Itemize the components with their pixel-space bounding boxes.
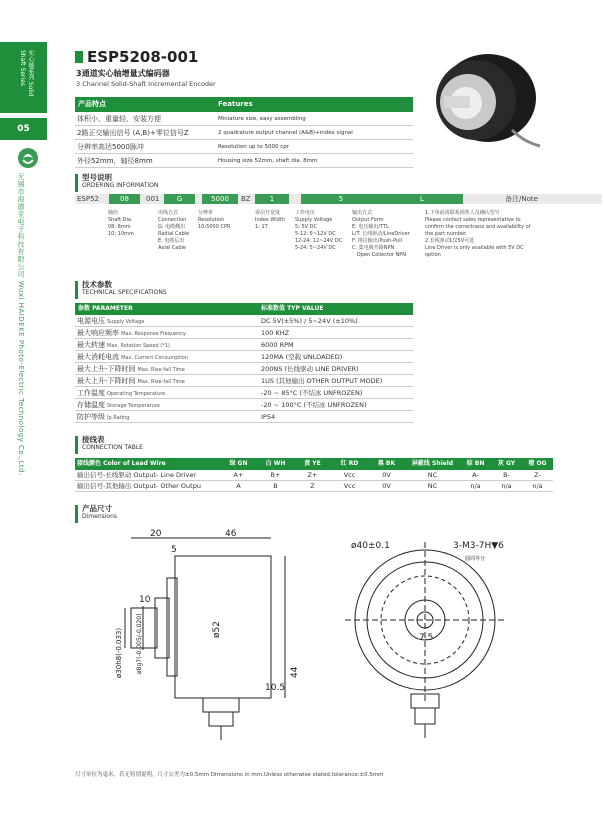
dim-7-5: 7.5	[419, 633, 434, 643]
desc-resolution: 分辨率 Resolution 10-5000 CPR	[198, 210, 231, 230]
subtitle-en: 3 Channel Solid-Shaft Incremental Encoder	[76, 80, 216, 88]
conn-cell: 输出信号-长线驱动 Output- Line Driver	[77, 471, 197, 479]
conn-head: 绿 GN	[229, 460, 248, 467]
page-number: 05	[0, 118, 47, 140]
spec-cn: 防护等级	[77, 413, 105, 421]
spec-value: 200NS (长线驱动 LINE DRIVER)	[261, 365, 359, 373]
dims-title: 产品尺寸	[82, 504, 112, 513]
dim-thread: 3-M3-7H▼6	[453, 541, 504, 551]
series-label: 实心轴系列 Solid Shaft Series	[19, 50, 34, 97]
code-shaft: 08	[109, 194, 140, 204]
spec-row	[75, 351, 413, 363]
spec-value: DC 5V(±5%) / 5~24V (±10%)	[261, 317, 358, 325]
side-strip	[0, 0, 47, 825]
spec-en: Max. Response Frequency	[121, 331, 186, 337]
dimension-drawing	[95, 528, 555, 748]
spec-row	[75, 315, 413, 327]
conn-cell: B+	[270, 471, 281, 479]
code-variant: 001	[146, 195, 160, 203]
spec-row	[75, 399, 413, 411]
connection-table	[75, 458, 553, 492]
spec-value: -20 ~ 100°C (不结冰 UNFROZEN)	[261, 401, 367, 409]
specs-subtitle: TECHNICAL SPECIFICATIONS	[82, 289, 167, 296]
conn-cell: NC	[427, 482, 438, 490]
conn-cell: Vcc	[343, 471, 356, 479]
code-connection: G	[164, 194, 195, 204]
features-head-en: Features	[218, 100, 253, 108]
dim-44: 44	[290, 666, 300, 678]
conn-row	[75, 481, 553, 492]
desc-shaft: 轴径 Shaft Dia. 08: 8mm 10: 10mm	[108, 210, 134, 237]
spec-en: Max. Rise-fall Time	[137, 379, 185, 385]
code-voltage: 5	[301, 194, 381, 204]
conn-head: 屏蔽线 Shield	[411, 460, 454, 467]
specs-head-param: 参数 PARAMETER	[78, 305, 133, 312]
conn-head: 棕 BN	[466, 460, 485, 467]
conn-cell: Z+	[307, 471, 318, 479]
feature-cn: 体积小、重量轻、安装方便	[77, 115, 161, 123]
spec-row	[75, 363, 413, 375]
code-index: BZ	[241, 195, 251, 203]
page-title: ESP5208-001	[87, 48, 199, 66]
spec-value: 1US (其他输出 OTHER OUTPUT MODE)	[261, 377, 383, 385]
dim-equal-spacing: 圆周等分	[465, 556, 486, 562]
features-table	[75, 97, 413, 168]
feature-row	[75, 154, 413, 168]
spec-cn: 最大上升-下降时间	[77, 377, 136, 385]
feature-row	[75, 112, 413, 126]
conn-cell: A-	[472, 471, 479, 479]
features-head-cn: 产品特点	[78, 100, 106, 108]
desc-note: 1.下单前请联系销售人员确认型号 Please contact sales representative to confirm the correctness and availability of the part number. 2.长线驱动L仅5V可选 Line Driver is only available with 5V DC option	[425, 210, 531, 258]
conn-cell: n/a	[532, 482, 543, 490]
feature-en: Resolution up to 5000 cpr	[218, 144, 290, 150]
desc-connection: 出线方式 Connection G: 电缆侧出 Radial Cable E: 电缆后出 Axial Cable	[158, 210, 190, 251]
feature-en: Miniature size, easy assembling	[218, 116, 306, 122]
feature-row	[75, 126, 413, 140]
spec-en: Storage Temperature	[107, 403, 160, 409]
dim-pcd: ø40±0.1	[351, 541, 390, 551]
feature-en: 2 quadrature output channel (A&B)+index signal	[218, 130, 353, 136]
conn-head: 灰 GY	[497, 460, 516, 467]
desc-index: 零信号宽度 Index Width 1: 1T	[255, 210, 285, 230]
conn-head: 接线颜色 Color of Lead Wire	[77, 460, 166, 467]
connection-subtitle: CONNECTION TABLE	[82, 444, 143, 451]
dim-46: 46	[225, 529, 237, 539]
spec-row	[75, 411, 413, 423]
spec-row	[75, 387, 413, 399]
spec-cn: 最大上升-下降时间	[77, 365, 136, 373]
spec-en: Operating Temperature	[107, 391, 166, 397]
conn-head: 白 WH	[265, 460, 286, 467]
dim-shaft: ø8g7(-0.005/-0.020)	[136, 613, 143, 674]
conn-cell: n/a	[470, 482, 481, 490]
feature-cn: 分辨率高达5000脉冲	[77, 143, 144, 151]
spec-en: Max. Rise-fall Time	[137, 367, 185, 373]
spec-row	[75, 327, 413, 339]
conn-cell: A	[236, 482, 241, 490]
conn-head: 红 RD	[340, 460, 359, 467]
conn-head: 黑 BK	[377, 460, 396, 467]
conn-cell: B	[273, 482, 278, 490]
desc-output: 输出方式 Output Form E: 电压输出/TTL L/T: 长线驱动/LineDriver F: 推拉输出/Push-Pull C: 集电极开路NPN Open Collector NPN	[352, 210, 410, 258]
specs-head-value: 标准数值 TYP VALUE	[261, 305, 324, 312]
ordering-subtitle: ORDERING INFORMATION	[82, 182, 159, 189]
spec-value: IP54	[261, 413, 276, 421]
spec-en: Supply Voltage	[107, 319, 145, 325]
ordering-title: 型号说明	[82, 173, 112, 182]
dim-5: 5	[171, 545, 177, 555]
spec-en: Max. Rotation Speed (*1)	[107, 343, 170, 349]
subtitle-cn: 3通道实心轴增量式编码器	[76, 69, 170, 78]
footer-note: 尺寸单位为毫米，若无特别说明，尺寸公差为±0.5mm Dimensions in mm.Unless otherwise stated,tolerance:±0.5mm	[75, 772, 384, 778]
dims-subtitle: Dimensions	[82, 513, 118, 520]
code-note: 备注/Note	[505, 195, 538, 203]
code-index-width: 1	[255, 194, 289, 204]
spec-row	[75, 339, 413, 351]
connection-title: 接线表	[82, 435, 105, 444]
dim-shaft-housing: ø30h8(-0.033)	[115, 627, 123, 678]
company-name: 无锡市海德克电子科技有限公司 Wuxi HAIDEKE Photo-Electric Technology Co.,Ltd.	[17, 173, 25, 476]
spec-cn: 最大转速	[77, 341, 105, 349]
spec-cn: 工作温度	[77, 389, 105, 397]
spec-value: 120MA (空载 UNLOADED)	[261, 353, 343, 361]
code-prefix: ESP52	[77, 195, 99, 203]
spec-cn: 最大消耗电流	[77, 353, 119, 361]
dim-10: 10	[139, 595, 151, 605]
company-logo-icon	[17, 147, 39, 169]
series-tab	[0, 42, 47, 113]
conn-row	[75, 470, 553, 481]
conn-cell: Z	[310, 482, 315, 490]
code-output: L	[381, 194, 463, 204]
spec-value: 6000 RPM	[261, 341, 294, 349]
conn-cell: NC	[427, 471, 438, 479]
conn-cell: B-	[503, 471, 510, 479]
conn-cell: 0V	[382, 482, 391, 490]
conn-cell: 输出信号-其他输出 Output- Other Outpu	[77, 482, 201, 490]
spec-en: Max. Current Consumption	[121, 355, 188, 361]
spec-row	[75, 375, 413, 387]
spec-value: 100 KHZ	[261, 329, 290, 337]
feature-cn: 外径52mm，轴径8mm	[77, 157, 153, 165]
conn-cell: A+	[233, 471, 244, 479]
ordering-code-bar	[75, 194, 602, 204]
dim-10-5: 10.5	[265, 683, 286, 693]
feature-en: Housing size 52mm, shaft dia. 8mm	[218, 158, 318, 164]
dim-52: ø52	[212, 621, 222, 638]
spec-value: -20 ~ 85°C (不结冰 UNFROZEN)	[261, 389, 363, 397]
conn-cell: Vcc	[343, 482, 356, 490]
spec-cn: 最大响应频率	[77, 329, 119, 337]
feature-cn: 2路正交输出信号 (A,B)+零位信号Z	[77, 129, 189, 137]
conn-cell: Z-	[534, 471, 541, 479]
conn-cell: 0V	[382, 471, 391, 479]
feature-row	[75, 140, 413, 154]
code-resolution: 5000	[202, 194, 238, 204]
specs-title: 技术参数	[82, 280, 112, 289]
spec-cn: 存储温度	[77, 401, 105, 409]
title-marker	[75, 51, 83, 63]
encoder-photo	[416, 50, 546, 150]
conn-head: 黄 YE	[304, 460, 321, 467]
conn-cell: n/a	[501, 482, 512, 490]
dim-20: 20	[150, 529, 162, 539]
specs-table	[75, 303, 413, 423]
desc-voltage: 工作电压 Supply Voltage 5: 5V DC 5-12: 5~12V DC 12-24: 12~24V DC 5-24: 5~24V DC	[295, 210, 343, 251]
spec-cn: 电源电压	[77, 317, 105, 325]
conn-head: 橙 OG	[528, 460, 547, 467]
spec-en: Ip Rating	[107, 415, 130, 421]
